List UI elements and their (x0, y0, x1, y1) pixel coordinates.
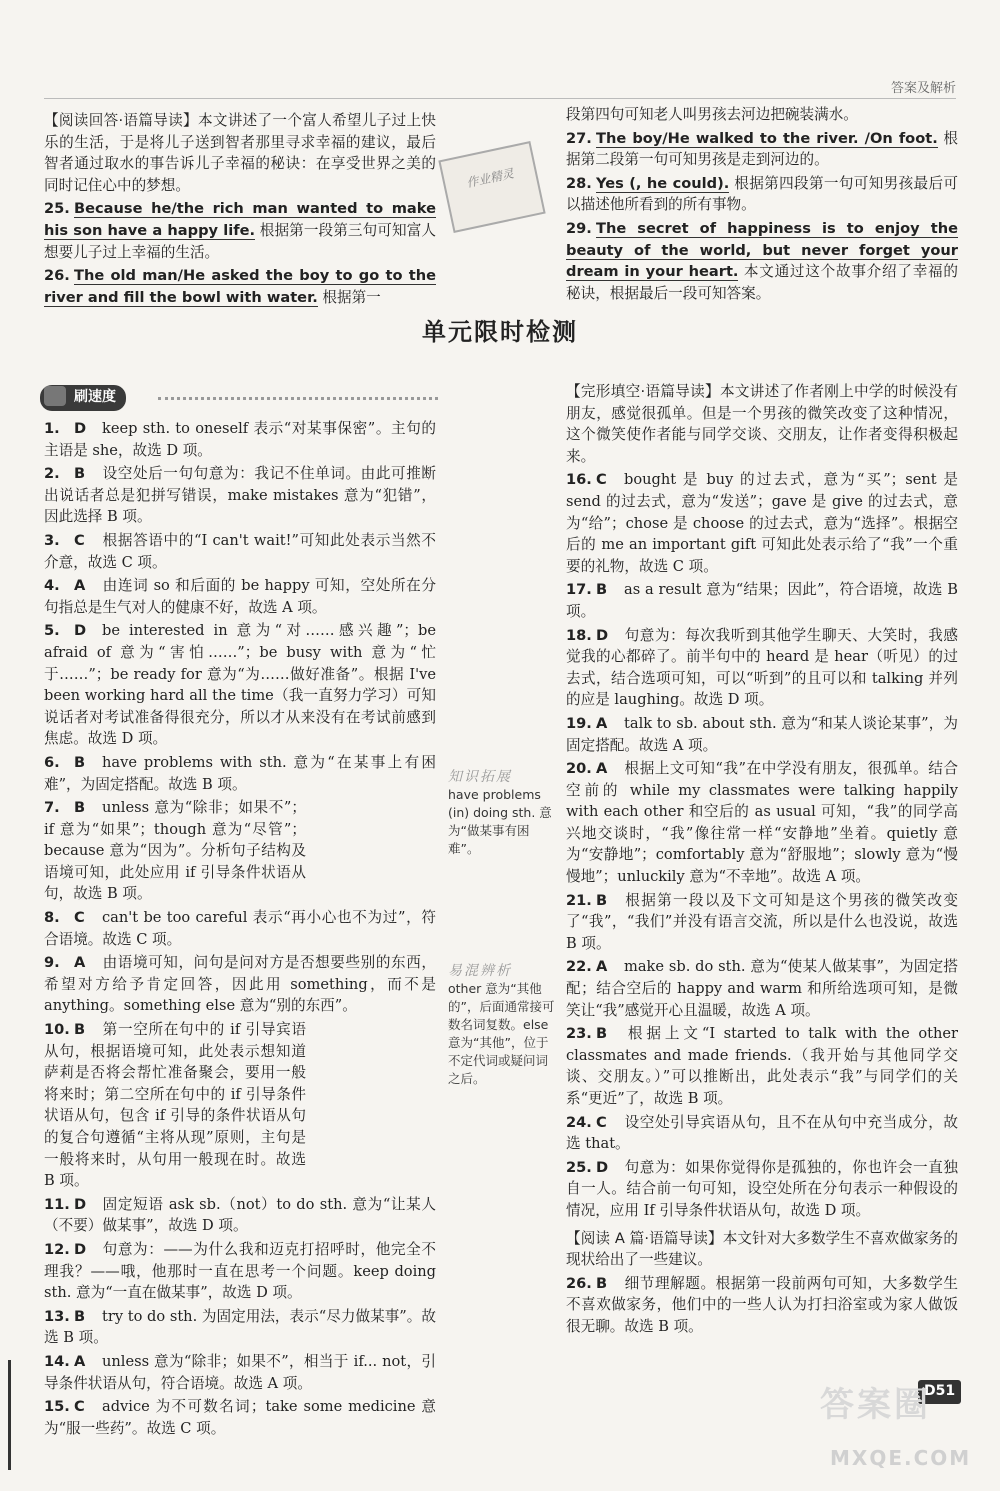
item-number: 2. (44, 465, 60, 483)
reading-a-intro-tag: 【阅读 A 篇·语篇导读】 (566, 1229, 723, 1247)
item-number: 22. (566, 958, 592, 976)
speed-badge (40, 385, 126, 411)
section-title: 单元限时检测 (422, 318, 578, 346)
narrow-block-a (44, 797, 306, 905)
item-explanation: talk to sb. about sth. 意为“和某人谈论某事”，为固定搭配。故选 A 项。 (566, 714, 958, 754)
answer-item-29 (566, 218, 958, 304)
cloze-intro-tag: 【完形填空·语篇导读】 (566, 383, 720, 400)
answer-letter: D (74, 1195, 87, 1213)
list-item (566, 1157, 958, 1222)
list-item (44, 1019, 306, 1192)
item-explanation: 句意为：——为什么我和迈克打招呼时，他完全不理我？——哦，他那时一直在思考一个问题。keep doing sth. 意为“一直在做某事”，故选 D 项。 (44, 1240, 436, 1302)
speed-badge-label: 刷速度 (74, 389, 116, 405)
item-explanation: unless 意为“除非；如果不”，相当于 if... not，引导条件状语从句，符合语境。故选 A 项。 (44, 1352, 436, 1392)
item-explanation: can't be too careful 表示“再小心也不为过”，符合语境。故选 C 项。 (44, 909, 436, 948)
left-answers-column (44, 418, 436, 1441)
answer-text: The boy/He walked to the river. /On foot. (596, 129, 938, 147)
answer-letter: D (74, 622, 87, 640)
answer-note: 本文通过这个故事介绍了幸福的秘诀，根据最后一段可知答案。 (566, 263, 959, 302)
item-explanation: 根据上文“I started to talk with the other classmates and made friends.（我开始与其他同学交谈、交朋友。）”可以推断出，此处表示“我”与同学们的关系“更近”了，故选 B 项。 (566, 1025, 958, 1107)
list-item (566, 1112, 958, 1155)
list-item (44, 1306, 436, 1349)
list-item (44, 463, 436, 528)
dotted-divider (158, 397, 438, 400)
answer-letter: D (596, 1158, 609, 1176)
item-number: 10. (44, 1021, 70, 1039)
page-number: D51 (918, 1380, 961, 1404)
item-explanation: have problems with sth. 意为“在某事上有困难”，为固定搭配。故选 B 项。 (44, 753, 436, 793)
answer-letter: D (74, 1240, 87, 1258)
reading-intro (44, 110, 436, 196)
answer-letter: A (74, 577, 86, 595)
list-item (44, 952, 436, 1017)
item-explanation: 根据第一段以及下文可知是这个男孩的微笑改变了“我”，“我们”并没有语言交流，所以是什么也没说，故选 B 项。 (566, 891, 958, 952)
item-number: 17. (566, 581, 592, 599)
header-divider (44, 98, 956, 99)
answer-letter: D (596, 626, 609, 644)
item-explanation: be interested in 意为“对……感兴趣”；be afraid of 意为“害怕……”；be busy with 意为“忙于……”；be ready for 意为“为……做好准备”。根据 I've been working hard all the time（我一直努力学习）可知说话者对考试准备得很充分，所以才从来没有在考试前感到焦虑。故选 D 项。 (44, 622, 436, 748)
item-number: 1. (44, 420, 60, 437)
item-number: 27. (566, 129, 592, 147)
narrow-block-b (44, 1019, 306, 1192)
list-item (566, 890, 958, 955)
item-explanation: try to do sth. 为固定用法，表示“尽力做某事”。故选 B 项。 (44, 1307, 436, 1347)
answer-text: The secret of happiness is to enjoy the beauty of the world, but never forget your dream in your heart. (566, 219, 958, 281)
stamp-logo (438, 141, 545, 233)
item-number: 8. (44, 909, 60, 927)
item-number: 5. (44, 622, 60, 640)
list-item (44, 1351, 436, 1394)
item-explanation: 根据答语中的“I can't wait!”可知此处表示当然不介意，故选 C 项。 (44, 531, 436, 571)
answer-letter: C (74, 531, 85, 549)
answer-letter: B (74, 1021, 86, 1039)
list-item (44, 1194, 436, 1237)
answer-note: 根据第四段第一句可知男孩最后可以描述他所看到的所有事物。 (566, 174, 958, 214)
item-number: 28. (566, 174, 592, 192)
continuation-text: 段第四句可知老人叫男孩去河边把碗装满水。 (566, 106, 858, 123)
item-explanation: 由语境可知，问句是问对方是否想要些别的东西，希望对方给予肯定回答，因此用 something，而不是 anything。something else 意为“别的东西”。 (44, 954, 436, 1015)
item-explanation: 根据上文可知“我”在中学没有朋友，很孤单。结合空前的 while my classmates were talking happily with each other 和空后的 as usual 可知，“我”的同学高兴地交谈时，“我”像往常一样“安静地”坐着。quietly 意为“安静地”；comfortably 意为“舒服地”；slowly 意为“慢慢地”；unluckily 意为“不幸地”。故选 A 项。 (566, 760, 958, 886)
answer-note: 根据第一 (322, 288, 381, 306)
item-number: 3. (44, 531, 60, 549)
item-number: 4. (44, 577, 60, 595)
reading-intro-tag: 【阅读回答·语篇导读】 (44, 112, 198, 129)
item-number: 18. (566, 626, 592, 644)
right-answers-column (566, 381, 958, 1340)
list-item (44, 620, 436, 750)
item-number: 25. (44, 200, 70, 218)
answer-letter: B (74, 753, 86, 771)
sidebar-distinction (448, 962, 556, 1088)
margin-bar (8, 1360, 11, 1470)
answer-text: The old man/He asked the boy to go to the river and fill the bowl with water. (44, 267, 436, 306)
item-number: 26. (566, 1274, 592, 1292)
answer-letter: A (74, 954, 86, 972)
item-explanation: advice 为不可数名词；take some medicine 意为“服一些药”。故选 C 项。 (44, 1398, 436, 1437)
stamp-text: 作业精灵 (465, 166, 516, 191)
answer-letter: C (596, 1113, 607, 1131)
answer-item-25 (44, 198, 436, 263)
item-number: 23. (566, 1025, 592, 1043)
answer-item-28 (566, 173, 958, 216)
list-item (44, 907, 436, 950)
header-label: 答案及解析 (890, 81, 956, 96)
answer-letter: B (74, 1307, 86, 1325)
list-item (44, 1239, 436, 1304)
top-right-column (566, 104, 958, 306)
answer-text: Yes (, he could). (596, 174, 730, 192)
item-number: 29. (566, 219, 592, 237)
answer-letter: A (596, 958, 608, 976)
item-explanation: as a result 意为“结果；因此”，符合语境，故选 B 项。 (566, 581, 958, 620)
list-item (44, 752, 436, 795)
answer-letter: D (74, 420, 87, 437)
item-explanation: 固定短语 ask sb.（not）to do sth. 意为“让某人（不要）做某事”，故选 D 项。 (44, 1195, 436, 1235)
answer-letter: A (596, 760, 608, 778)
item-number: 6. (44, 753, 60, 771)
answer-letter: C (74, 909, 85, 927)
list-item (44, 530, 436, 573)
list-item (44, 797, 306, 905)
list-item (566, 956, 958, 1021)
item-number: 25. (566, 1158, 592, 1176)
list-item (44, 575, 436, 618)
list-item (566, 713, 958, 756)
list-item (566, 1273, 958, 1338)
sidebar-title: 知识拓展 (448, 769, 512, 785)
item-number: 13. (44, 1307, 70, 1325)
speed-badge-row (40, 385, 440, 411)
item-number: 7. (44, 799, 60, 817)
item-explanation: 第一空所在句中的 if 引导宾语从句，根据语境可知，此处表示想知道萨莉是否将会帮忙准备聚会，要用一般将来时；第二空所在句中的 if 引导条件状语从句，包含 if 引导的条件状语从句的复合句遵循“主将从现”原则，主句是一般将来时，从句用一般现在时。故选 B 项。 (44, 1021, 306, 1190)
item-number: 20. (566, 760, 592, 778)
item-number: 14. (44, 1352, 70, 1370)
answer-letter: B (74, 799, 86, 817)
item-number: 12. (44, 1240, 70, 1258)
item-explanation: 细节理解题。根据第一段前两句可知，大多数学生不喜欢做家务，他们中的一些人认为打扫浴室或为家人做饭很无聊。故选 B 项。 (566, 1274, 958, 1335)
answer-letter: A (596, 714, 608, 732)
item-number: 9. (44, 954, 60, 972)
reading-intro-text: 本文讲述了一个富人希望儿子过上快乐的生活，于是将儿子送到智者那里寻求幸福的建议，最后智者通过取水的事告诉儿子幸福的秘诀：在享受世界之美的同时记住心中的梦想。 (44, 112, 437, 194)
answer-letter: B (596, 1025, 608, 1043)
answer-letter: B (596, 581, 608, 599)
list-item (566, 579, 958, 622)
answer-text: Because he/the rich man wanted to make his son have a happy life. (44, 200, 436, 239)
list-item (44, 1396, 436, 1439)
reading-a-intro-text: 本文针对大多数学生不喜欢做家务的现状给出了一些建议。 (566, 1229, 958, 1269)
item-explanation: unless 意为“除非；如果不”；if 意为“如果”；though 意为“尽管”；because 意为“因为”。分析句子结构及语境可知，此处应用 if 引导条件状语从句，故选 B 项。 (44, 799, 306, 903)
list-item (566, 469, 958, 577)
answer-letter: B (74, 465, 86, 483)
list-item (44, 418, 436, 461)
list-item (566, 1023, 958, 1109)
item-explanation: 由连词 so 和后面的 be happy 可知，空处所在分句指总是生气对人的健康不好，故选 A 项。 (44, 577, 436, 616)
sidebar-text: have problems (in) doing sth. 意为“做某事有困难”。 (448, 787, 552, 856)
cloze-intro-text: 本文讲述了作者刚上中学的时候没有朋友，感觉很孤单。但是一个男孩的微笑改变了这种情况，这个微笑使作者能与同学交谈、交朋友，让作者变得积极起来。 (566, 383, 959, 465)
item-number: 16. (566, 471, 592, 489)
item-explanation: 设空处引导宾语从句，且不在从句中充当成分，故选 that。 (566, 1113, 958, 1153)
answer-note: 根据第一段第三句可知富人想要儿子过上幸福的生活。 (44, 221, 436, 261)
item-explanation: make sb. do sth. 意为“使某人做某事”，为固定搭配；结合空后的 happy and warm 和所给选项可知，是微笑让“我”感觉开心且温暖，故选 A 项。 (566, 958, 958, 1019)
watermark-url: MXQE.COM (830, 1446, 972, 1470)
sidebar-knowledge (448, 768, 556, 858)
answer-letter: A (74, 1352, 86, 1370)
answer-item-26 (44, 265, 436, 308)
item-number: 21. (566, 891, 592, 909)
item-explanation: bought 是 buy 的过去式，意为“买”；sent 是 send 的过去式，意为“发送”；gave 是 give 的过去式，意为“给”；chose 是 choose 的过去式，意为“选择”。根据空后的 me an important gift 可知此处表示给了“我”一个重要的礼物，故选 C 项。 (566, 471, 958, 575)
sidebar-text: other 意为“其他的”，后面通常接可数名词复数。else 意为“其他”，位于不定代词或疑问词之后。 (448, 981, 555, 1086)
pencil-icon (44, 386, 66, 406)
list-item (566, 625, 958, 711)
cloze-intro (566, 381, 958, 467)
item-number: 26. (44, 267, 70, 285)
item-explanation: 设空处后一句句意为：我记不住单词。由此可推断出说话者总是犯拼写错误，make mistakes 意为“犯错”，因此选择 B 项。 (44, 465, 436, 526)
answer-letter: B (596, 1274, 608, 1292)
top-left-column (44, 110, 436, 310)
item-number: 19. (566, 714, 592, 732)
list-item (566, 758, 958, 888)
item-explanation: keep sth. to oneself 表示“对某事保密”。主句的主语是 she，故选 D 项。 (44, 420, 436, 459)
item-explanation: 句意为：如果你觉得你是孤独的，你也许会一直独自一人。结合前一句可知，设空处所在分句表示一种假设的情况，应用 If 引导条件状语从句，故选 D 项。 (566, 1158, 958, 1219)
sidebar-title: 易混辨析 (448, 963, 512, 979)
watermark-logo: 答案圈 (820, 1385, 931, 1425)
item-number: 24. (566, 1113, 592, 1131)
answer-note: 根据第二段第一句可知男孩是走到河边的。 (566, 129, 959, 169)
answer-letter: C (74, 1398, 85, 1416)
item-number: 15. (44, 1398, 70, 1416)
reading-a-intro (566, 1228, 958, 1271)
answer-letter: B (596, 891, 608, 909)
item-number: 11. (44, 1195, 70, 1213)
answer-letter: C (596, 471, 607, 489)
answer-item-27 (566, 128, 958, 171)
item-explanation: 句意为：每次我听到其他学生聊天、大笑时，我感觉我的心都碎了。前半句中的 heard 是 hear（听见）的过去式，结合选项可知，可以“听到”的且可以和 talking 并列的应是 laughing。故选 D 项。 (566, 626, 958, 709)
